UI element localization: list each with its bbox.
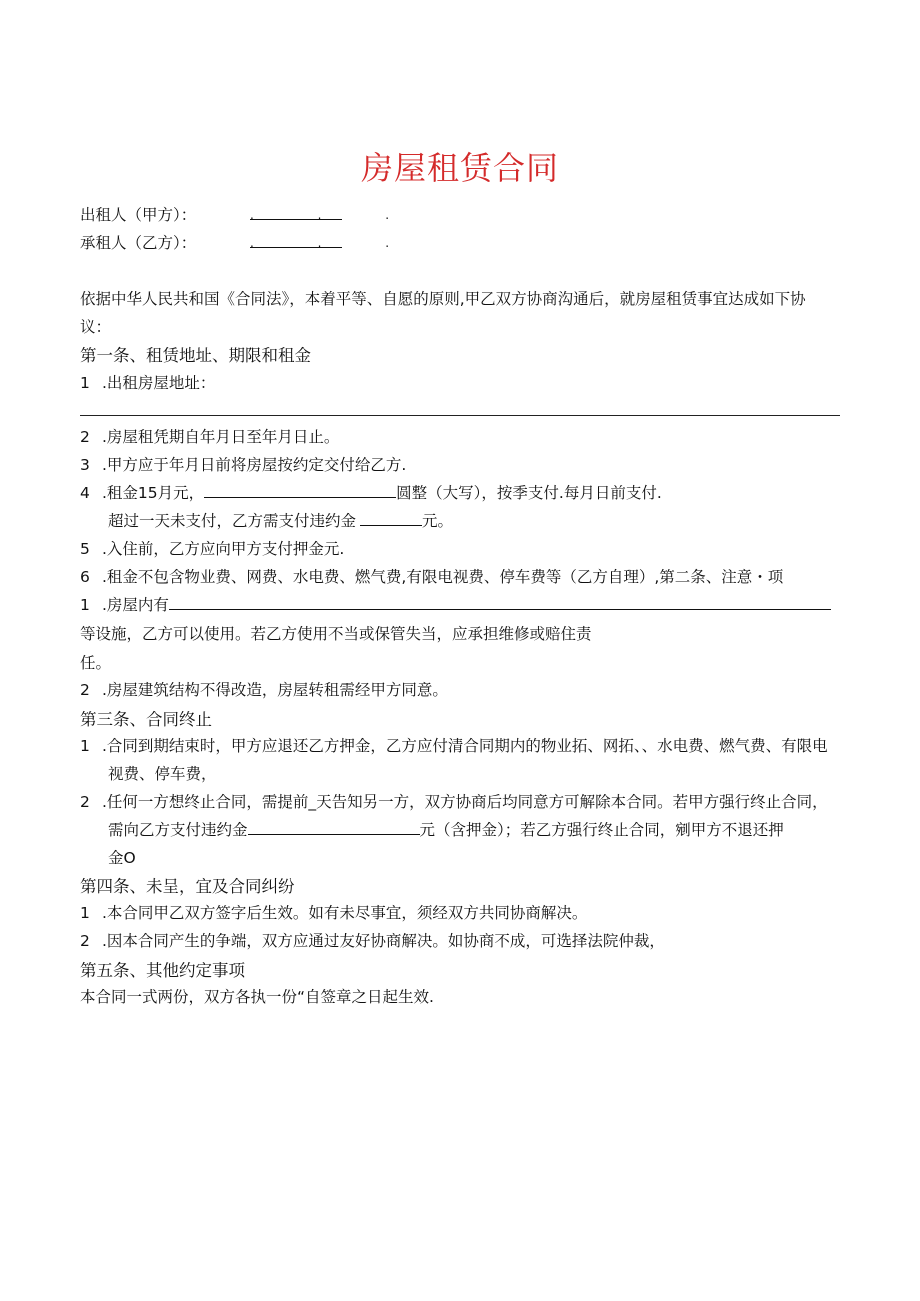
- item-number: 2: [80, 932, 90, 950]
- article-1-item-5: [80, 537, 344, 559]
- item-text: 元。: [422, 512, 454, 530]
- item-text: 超过一天未支付，乙方需支付违约金: [108, 512, 357, 530]
- item-number: 4: [80, 484, 90, 502]
- item-number: 1: [80, 596, 90, 614]
- article-1-item-3: [80, 453, 406, 475]
- article-5-text: 本合同一式两份，双方各执一份“自签章之日起生效.: [80, 988, 434, 1006]
- lessor-blank: [250, 205, 420, 222]
- article-4-heading: 第四条、未呈，宜及合同纠纷: [80, 877, 295, 896]
- item-text: .入住前，乙方应向甲方支付押金元.: [102, 540, 345, 558]
- article-2-item-1: [80, 593, 831, 615]
- article-1-item-4: [80, 481, 662, 503]
- article-3-item-1: [80, 734, 828, 756]
- article-1-item-4-line-2: [108, 509, 453, 531]
- item-number: 2: [80, 428, 90, 446]
- item-text: .本合同甲乙双方签字后生效。如有未尽事宜，须经双方共同协商解决。: [102, 904, 588, 922]
- item-text: 元（含押金）；若乙方强行终止合同，剜甲方不退还押: [419, 821, 784, 839]
- article-2-item-1-line-3: 任。: [80, 654, 112, 672]
- item-text: .房屋内有: [102, 596, 169, 614]
- lessee-blank-marks: . . .: [250, 236, 420, 250]
- termination-penalty-blank: [248, 820, 420, 835]
- document-title: 房屋租赁合同: [360, 149, 559, 187]
- article-4-item-1: [80, 901, 587, 923]
- lessor-line: [80, 203, 420, 225]
- item-text: .房屋建筑结构不得改造，房屋转租需经甲方同意。: [102, 681, 448, 699]
- item-number: 2: [80, 793, 90, 811]
- item-number: 1: [80, 374, 90, 392]
- item-number: 5: [80, 540, 90, 558]
- article-1-item-2: [80, 425, 339, 447]
- item-number: 2: [80, 681, 90, 699]
- item-text: 圆整（大写），按季支付.每月日前支付.: [396, 484, 662, 502]
- item-text: .甲方应于年月日前将房屋按约定交付给乙方.: [102, 456, 407, 474]
- item-text: .因本合同产生的争端，双方应通过友好协商解决。如协商不成，可选择法院仲裁，: [102, 932, 665, 950]
- item-text: .租金不包含物业费、网费、水电费、燃气费,有限电视费、停车费等（乙方自理）,第二条、注意・项: [102, 568, 784, 586]
- article-3-item-1-line-2: 视费、停车费，: [108, 765, 217, 783]
- rent-amount-blank: [204, 483, 396, 498]
- article-2-item-1-line-2: 等设施，乙方可以使用。若乙方使用不当或保管失当，应承担维修或赔住责: [80, 625, 592, 643]
- item-number: 6: [80, 568, 90, 586]
- article-3-item-2: [80, 790, 828, 812]
- item-number: 1: [80, 904, 90, 922]
- penalty-blank: [360, 511, 422, 526]
- article-5-heading: 第五条、其他约定事项: [80, 961, 245, 980]
- article-3-heading: 第三条、合同终止: [80, 710, 212, 729]
- item-text: .租金15月元，: [102, 484, 205, 502]
- lessor-label: 出租人（甲方）：: [80, 206, 197, 224]
- item-text: .任何一方想终止合同，需提前_天告知另一方，双方协商后均同意方可解除本合同。若甲方强行终止合同，: [102, 793, 828, 811]
- article-3-item-2-line-3: 金O: [108, 849, 136, 867]
- article-4-item-2: [80, 929, 665, 951]
- article-1-item-6: [80, 565, 783, 587]
- lessee-blank: [250, 233, 420, 250]
- article-1-item-1: [80, 371, 215, 393]
- item-number: 1: [80, 737, 90, 755]
- item-text: 需向乙方支付违约金: [108, 821, 248, 839]
- item-number: 3: [80, 456, 90, 474]
- item-text: .出租房屋地址：: [102, 374, 216, 392]
- lessee-line: [80, 231, 420, 253]
- intro-line-1: 依据中华人民共和国《合同法》，本着平等、自愿的原则,甲乙双方协商沟通后，就房屋租赁事宜达成如下协: [80, 290, 806, 308]
- intro-line-2: 议：: [80, 318, 112, 336]
- address-underline: [80, 415, 840, 416]
- lessee-label: 承租人（乙方）：: [80, 234, 197, 252]
- article-2-item-2: [80, 678, 448, 700]
- article-3-item-2-line-2: [108, 818, 784, 840]
- item-text: .房屋租凭期自年月日至年月日止。: [102, 428, 340, 446]
- facilities-blank: [169, 595, 831, 610]
- lessor-blank-marks: . . .: [250, 208, 420, 222]
- item-text: .合同到期结束时，甲方应退还乙方押金，乙方应付清合同期内的物业拓、网拓、、水电费、燃气费、有限电: [102, 737, 828, 755]
- article-1-heading: 第一条、租赁地址、期限和租金: [80, 346, 311, 365]
